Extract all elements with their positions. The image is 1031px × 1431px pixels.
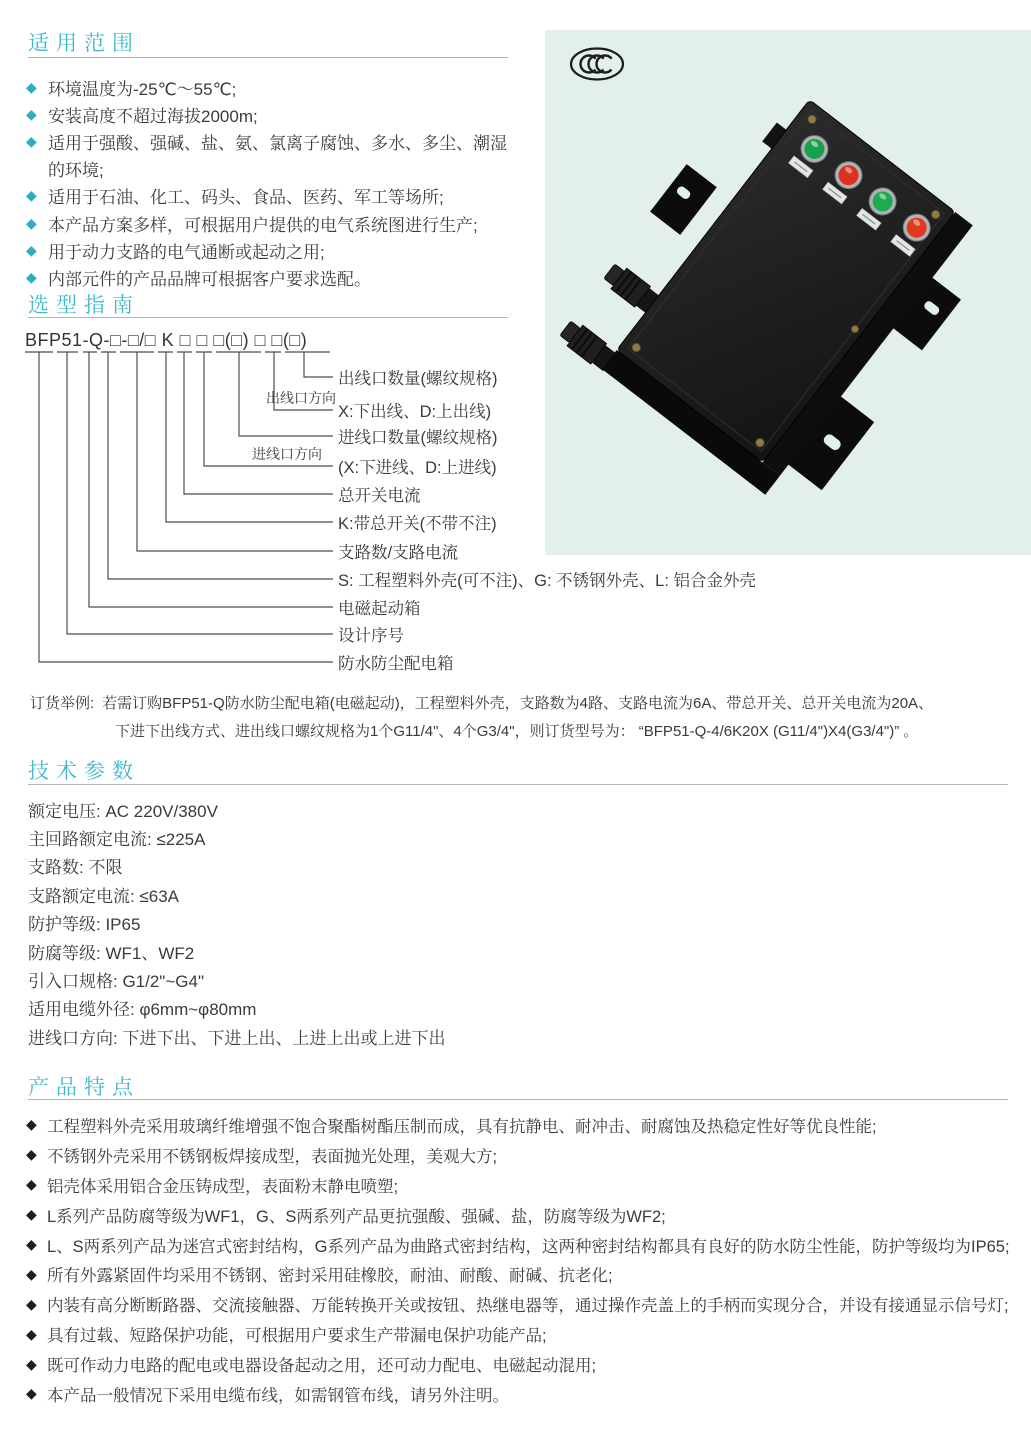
ordering-example-text: 下进下出线方式、进出线口螺纹规格为1个G11/4"、4个G3/4"，则订货型号为： “BFP51-Q-4/6K20X (G11/4")X4(G3/4")” 。 [115, 722, 919, 740]
label-outlet-direction: X:下出线、D:上出线) [338, 403, 492, 421]
diamond-bullet-icon: ◆ [26, 106, 37, 123]
ordering-example-text: 若需订购BFP51-Q防水防尘配电箱(电磁起动)，工程塑料外壳，支路数为4路、支路电流为6A、带总开关、总开关电流为20A、 [102, 694, 934, 712]
diamond-bullet-icon: ◆ [26, 1206, 37, 1223]
ordering-example-prefix: 订货举例: [30, 694, 95, 712]
list-item-text: 用于动力支路的电气通断或起动之用; [48, 242, 325, 262]
ordering-example-line1 [30, 688, 933, 716]
list-item-text: 适用于强酸、强碱、盐、氨、氯离子腐蚀、多水、多尘、潮湿 [48, 134, 507, 154]
list-item-text: 本产品方案多样，可根据用户提供的电气系统图进行生产; [48, 215, 478, 235]
heading-rule [28, 317, 508, 318]
diamond-bullet-icon: ◆ [26, 1176, 37, 1193]
applicable-range-list [26, 74, 507, 291]
list-item-text: L、S两系列产品为迷宫式密封结构，G系列产品为曲路式密封结构，这两种密封结构都具有良好的防水防尘性能，防护等级均为IP65; [47, 1237, 1010, 1256]
list-item-text: 所有外露紧固件均采用不锈钢、密封采用硅橡胶，耐油、耐酸、耐碱、抗老化; [47, 1267, 613, 1286]
list-item-text: 既可作动力电路的配电或电器设备起动之用，还可动力配电、电磁起动混用; [47, 1357, 597, 1376]
product-photo [545, 30, 1031, 555]
tech-param: 防护等级: IP65 [28, 915, 141, 935]
diamond-bullet-icon: ◆ [26, 1355, 37, 1372]
list-item-text: 本产品一般情况下采用电缆布线，如需钢管布线，请另外注明。 [47, 1386, 509, 1405]
list-item [26, 1140, 1010, 1170]
tech-param: 支路额定电流: ≤63A [28, 886, 180, 906]
list-item-text: 不锈钢外壳采用不锈钢板焊接成型，表面抛光处理，美观大方; [47, 1147, 498, 1166]
list-item [26, 1170, 1010, 1200]
heading-rule [28, 57, 508, 58]
label-inlet-direction: (X:下进线、D:上进线) [338, 459, 497, 477]
label-magnetic-starter-box: 电磁起动箱 [338, 600, 421, 618]
label-inlet-count: 进线口数量(螺纹规格) [338, 429, 498, 447]
label-shell-material: S: 工程塑料外壳(可不注)、G: 不锈钢外壳、L: 铝合金外壳 [338, 572, 757, 590]
diamond-bullet-icon: ◆ [26, 1146, 37, 1163]
diamond-bullet-icon: ◆ [26, 1325, 37, 1342]
list-item [26, 1319, 1010, 1349]
list-item [26, 1289, 1010, 1319]
list-item [26, 74, 507, 101]
list-item [26, 237, 507, 264]
list-item [26, 1379, 1010, 1409]
diamond-bullet-icon: ◆ [26, 1236, 37, 1252]
diamond-bullet-icon: ◆ [26, 1385, 37, 1402]
ordering-example [30, 688, 933, 744]
list-item [26, 101, 507, 128]
diamond-bullet-icon: ◆ [26, 214, 37, 231]
list-item-text: 内装有高分断断路器、交流接触器、万能转换开关或按钮、热继电器等，通过操作壳盖上的手柄而实现分合，并设有接通显示信号灯; [47, 1297, 1009, 1316]
list-item [26, 1200, 1010, 1230]
diamond-bullet-icon: ◆ [26, 1116, 37, 1133]
tech-param: 支路数: 不限 [28, 858, 123, 878]
list-item-text: 内部元件的产品品牌可根据客户要求选配。 [48, 269, 371, 289]
section-heading-applicable-range: 适用范围 [28, 32, 140, 55]
label-design-serial: 设计序号 [338, 627, 404, 645]
list-item-text: 适用于石油、化工、码头、食品、医药、军工等场所; [48, 188, 444, 208]
heading-rule [28, 784, 1008, 785]
heading-rule [28, 1099, 1008, 1100]
label-main-switch-current: 总开关电流 [338, 487, 421, 505]
list-item-continuation [26, 155, 507, 182]
diamond-bullet-icon: ◆ [26, 187, 37, 204]
label-with-main-switch: K:带总开关(不带不注) [338, 515, 497, 533]
tech-params-list [28, 795, 445, 1051]
tech-param: 引入口规格: G1/2"~G4" [28, 972, 204, 992]
tech-param: 主回路额定电流: ≤225A [28, 830, 206, 850]
section-heading-product-features: 产品特点 [28, 1076, 140, 1099]
list-item [26, 182, 507, 209]
label-outlet-count: 出线口数量(螺纹规格) [338, 370, 498, 388]
diamond-bullet-icon: ◆ [26, 241, 37, 258]
label-inlet-direction-title: 进线口方向 [252, 446, 322, 462]
list-item-text: 工程塑料外壳采用玻璃纤维增强不饱合聚酯树酯压制而成，具有抗静电、耐冲击、耐腐蚀及热稳定性好等优良性能; [47, 1117, 877, 1136]
product-features-list [26, 1110, 1010, 1409]
section-heading-selection-guide: 选型指南 [28, 294, 140, 317]
tech-param: 进线口方向: 下进下出、下进上出、上进上出或上进下出 [28, 1028, 446, 1048]
label-outlet-direction-title: 出线口方向 [266, 390, 336, 406]
tech-param: 防腐等级: WF1、WF2 [28, 943, 195, 963]
tech-param: 额定电压: AC 220V/380V [28, 801, 218, 821]
list-item [26, 209, 507, 236]
list-item-text: L系列产品防腐等级为WF1，G、S两系列产品更抗强酸、强碱、盐，防腐等级为WF2; [47, 1207, 666, 1226]
list-item [26, 128, 507, 155]
list-item [26, 264, 507, 291]
diamond-bullet-icon: ◆ [26, 133, 37, 150]
diamond-bullet-icon: ◆ [26, 1295, 37, 1312]
diamond-bullet-icon: ◆ [26, 79, 37, 96]
ordering-example-line2 [30, 716, 933, 744]
section-heading-tech-params: 技术参数 [28, 760, 140, 783]
list-item-text: 的环境; [48, 161, 104, 181]
list-item-text: 铝壳体采用铝合金压铸成型，表面粉末静电喷塑; [47, 1177, 399, 1196]
model-code-string: BFP51-Q-□-□/□ K □ □ □(□) □ □(□) [25, 330, 308, 350]
list-item [26, 1349, 1010, 1379]
product-box-illustration [545, 30, 1031, 555]
list-item-text: 安装高度不超过海拔2000m; [48, 107, 258, 127]
list-item [26, 1259, 1010, 1289]
tech-param: 适用电缆外径: φ6mm~φ80mm [28, 1000, 257, 1020]
list-item-text: 具有过载、短路保护功能，可根据用户要求生产带漏电保护功能产品; [47, 1327, 547, 1346]
label-branch-count-current: 支路数/支路电流 [338, 544, 459, 562]
diamond-bullet-icon: ◆ [26, 1265, 37, 1282]
list-item [26, 1110, 1010, 1140]
list-item [26, 1230, 1010, 1260]
diamond-bullet-icon: ◆ [26, 268, 37, 285]
list-item-text: 环境温度为-25℃～55℃; [48, 80, 237, 100]
label-waterproof-box: 防水防尘配电箱 [338, 655, 454, 673]
